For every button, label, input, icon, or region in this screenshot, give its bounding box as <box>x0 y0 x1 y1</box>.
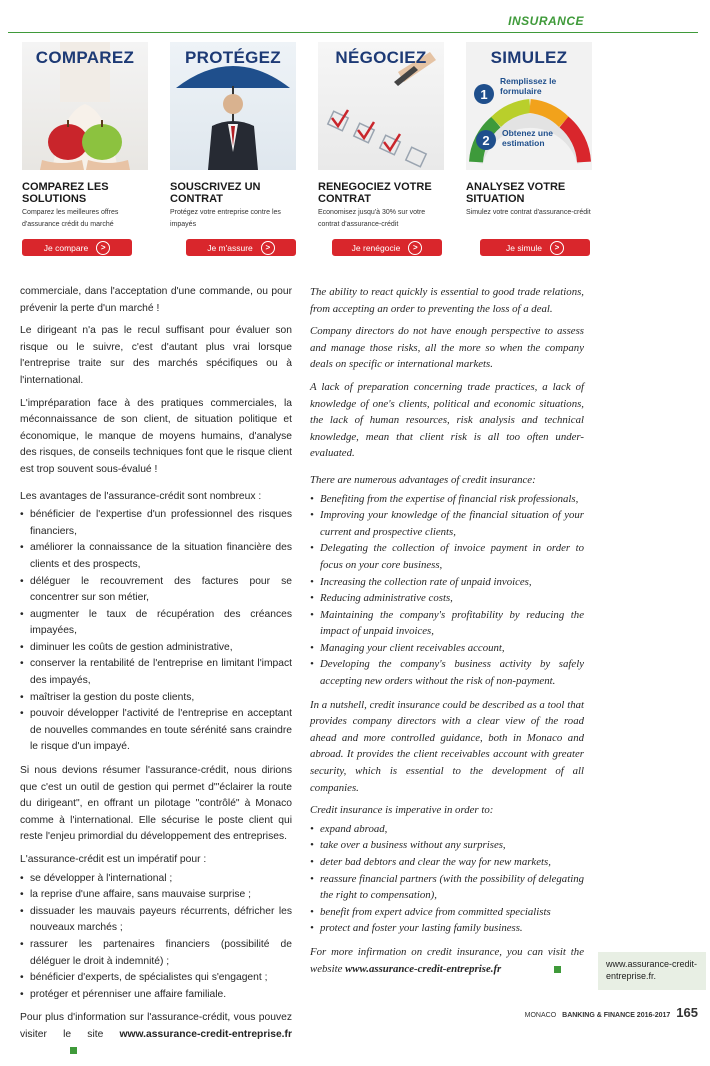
ad-negotiate-image <box>318 42 444 170</box>
compare-button-label: Je compare <box>43 242 89 253</box>
paragraph: Pour plus d'information sur l'assurance-crédit, vous pouvez visiter le site www.assurance-credit-entreprise.fr <box>20 1010 292 1060</box>
list-item: • Improving your knowledge of the financial situation of your current and prospective clients, <box>310 507 584 540</box>
section-tag: INSURANCE <box>508 14 584 28</box>
paragraph: A lack of preparation concerning trade practices, a lack of knowledge of one's clients, political and economic situations, the lack of human resources, risk analysis and technical knowledge, mean that client risk is all too often under-evaluated. <box>310 380 584 460</box>
website-link[interactable]: www.assurance-credit-entreprise.fr <box>345 962 502 975</box>
arrow-right-icon: > <box>96 241 110 255</box>
article-english <box>310 284 584 983</box>
paragraph: Company directors do not have enough perspective to assess and manage those risks, all the more so when the company deals on specific or international markets. <box>310 325 584 371</box>
website-link[interactable]: www.assurance-credit-entreprise.fr <box>119 1028 292 1040</box>
svg-text:1: 1 <box>480 87 488 102</box>
ad-protect-caption: PROTÉGEZ <box>185 48 281 67</box>
list-item: • Reducing administrative costs, <box>310 590 584 607</box>
list-item: • conserver la rentabilité de l'entreprise en limitant l'impact des impayés, <box>20 656 292 689</box>
compare-button[interactable] <box>22 239 132 256</box>
insure-button-label: Je m'assure <box>207 242 253 253</box>
end-mark-icon <box>554 966 561 973</box>
ad-compare-text: Comparez les meilleures offres d'assurance crédit du marché <box>22 209 119 228</box>
imperatives-list <box>20 871 292 1004</box>
ad-compare <box>22 42 148 253</box>
svg-text:2: 2 <box>482 133 490 148</box>
ad-negotiate-heading: RENEGOCIEZ VOTRE CONTRAT <box>318 181 432 205</box>
list-item: • améliorer la connaissance de la situation financière des clients et des prospects, <box>20 540 292 573</box>
ad-protect <box>170 42 296 253</box>
list-item: • deter bad debtors and clear the way for new markets, <box>310 854 584 871</box>
list-item: • expand abroad, <box>310 821 584 838</box>
list-item: • Developing the company's business activity by safely accepting new orders without the risk of non-payment. <box>310 656 584 689</box>
list-item: • Maintaining the company's profitability by reducing the impact of unpaid invoices, <box>310 607 584 640</box>
website-sidebox[interactable]: www.assurance-credit-entreprise.fr. <box>598 952 706 990</box>
paragraph: In a nutshell, credit insurance could be described as a tool that provides company directors with a clear view of the road ahead and more controlled guidance, both in Monaco and abroad. It provides the client receivables account with greater security, which is essential to the development of all companies. <box>310 698 584 794</box>
renegotiate-button-label: Je renégocie <box>351 242 401 253</box>
list-item: • rassurer les partenaires financiers (possibilité de déléguer le droit à indemnité) ; <box>20 937 292 970</box>
end-mark-icon <box>70 1047 77 1054</box>
paragraph: L'impréparation face à des pratiques commerciales, la méconnaissance de son client, de situation politique et économique, le manque de moyens humains, d'analyse des risques, de conseils techniques font que le risque client est trop souvent sous-évalué ! <box>20 397 292 475</box>
ad-simulate <box>466 42 592 253</box>
list-item: • la reprise d'une affaire, sans mauvaise surprise ; <box>20 887 292 904</box>
advantages-list <box>20 507 292 756</box>
arrow-right-icon: > <box>261 241 275 255</box>
page-footer <box>525 1005 698 1020</box>
list-item: • take over a business without any surprises, <box>310 837 584 854</box>
top-rule <box>8 32 698 33</box>
paragraph: Les avantages de l'assurance-crédit sont nombreux : <box>20 490 262 502</box>
footer-prefix: MONACO <box>524 1012 557 1019</box>
paragraph: commerciale, dans l'acceptation d'une commande, ou pour prévenir la perte d'un marché ! <box>20 286 292 314</box>
paragraph: There are numerous advantages of credit insurance: <box>310 473 536 486</box>
ad-compare-image <box>22 42 148 170</box>
list-item: • bénéficier d'experts, de spécialistes qui s'engagent ; <box>20 970 292 987</box>
list-item: • benefit from expert advice from committed specialists <box>310 904 584 921</box>
ad-compare-heading: COMPAREZ LES SOLUTIONS <box>22 181 109 205</box>
ad-simulate-caption: SIMULEZ <box>490 48 568 67</box>
article-french <box>20 284 292 1066</box>
paragraph: L'assurance-crédit est un impératif pour : <box>20 854 207 865</box>
list-item: • déléguer le recouvrement des factures pour se concentrer sur son métier, <box>20 574 292 607</box>
step2-text: Obtenez une estimation <box>502 128 554 148</box>
list-item: • augmenter le taux de récupération des créances impayées, <box>20 607 292 640</box>
arrow-right-icon: > <box>550 241 564 255</box>
ad-compare-caption: COMPAREZ <box>35 48 135 67</box>
page-number: 165 <box>676 1005 698 1020</box>
list-item: • diminuer les coûts de gestion administrative, <box>20 640 292 657</box>
ad-protect-heading: SOUSCRIVEZ UN CONTRAT <box>170 181 261 205</box>
paragraph: Credit insurance is imperative in order to: <box>310 804 494 817</box>
list-item: • dissuader les mauvais payeurs récurrents, défricher les nouveaux marchés ; <box>20 904 292 937</box>
advantages-list <box>310 491 584 690</box>
list-item: • Increasing the collection rate of unpaid invoices, <box>310 574 584 591</box>
paragraph: The ability to react quickly is essential to good trade relations, from accepting an order to preventing the loss of a deal. <box>310 286 584 315</box>
list-item: • pouvoir développer l'activité de l'entreprise en acceptant de nouvelles commandes en toute sérénité sans craindre le risque d'un impayé. <box>20 706 292 756</box>
list-item: • Delegating the collection of invoice payment in order to focus on your core business, <box>310 540 584 573</box>
list-item: • maîtriser la gestion du poste clients, <box>20 690 292 707</box>
renegotiate-button[interactable] <box>332 239 442 256</box>
ad-banner <box>22 42 682 264</box>
simulate-button[interactable] <box>480 239 590 256</box>
simulate-button-label: Je simule <box>506 242 542 253</box>
ad-protect-image <box>170 42 296 170</box>
insure-button[interactable] <box>186 239 296 256</box>
ad-negotiate <box>318 42 444 253</box>
list-item: • reassure financial partners (with the possibility of delegating the right to compensation), <box>310 871 584 904</box>
imperatives-list <box>310 821 584 937</box>
ad-protect-text: Protégez votre entreprise contre les impayés <box>170 209 281 228</box>
list-item: • se développer à l'international ; <box>20 871 292 888</box>
ad-negotiate-text: Economisez jusqu'à 30% sur votre contrat d'assurance-crédit <box>318 209 426 228</box>
ad-simulate-text: Simulez votre contrat d'assurance-crédit <box>466 209 591 216</box>
footer-title: BANKING & FINANCE 2016-2017 <box>562 1012 671 1019</box>
list-item: • Managing your client receivables account, <box>310 640 584 657</box>
paragraph: Le dirigeant n'a pas le recul suffisant pour évaluer son risque ou le suivre, c'est d'autant plus vrai lorsque l'entreprise traite sur des marchés spécifiques ou à l'international. <box>20 325 292 386</box>
list-item: • bénéficier de l'expertise d'un professionnel des risques financiers, <box>20 507 292 540</box>
paragraph: Si nous devions résumer l'assurance-crédit, nous dirions que c'est un outil de gestion qui permet d'"éclairer la route du dirigeant", en offrant un pilotage "contrôlé" à Monaco comme à l'international. Elle sécurise le poste client qui reste l'enjeu primordial du développement des entreprises. <box>20 765 292 843</box>
list-item: • protect and foster your lasting family business. <box>310 920 584 937</box>
paragraph: For more infirmation on credit insurance, you can visit the website www.assurance-credit-entreprise.fr <box>310 945 584 975</box>
list-item: • protéger et pérenniser une affaire familiale. <box>20 987 292 1004</box>
arrow-right-icon: > <box>408 241 422 255</box>
list-item: • Benefiting from the expertise of financial risk professionals, <box>310 491 584 508</box>
ad-simulate-heading: ANALYSEZ VOTRE SITUATION <box>466 181 566 205</box>
step1-text: Remplissez le formulaire <box>500 76 557 96</box>
ad-simulate-image <box>466 42 592 170</box>
ad-negotiate-caption: NÉGOCIEZ <box>335 48 427 67</box>
